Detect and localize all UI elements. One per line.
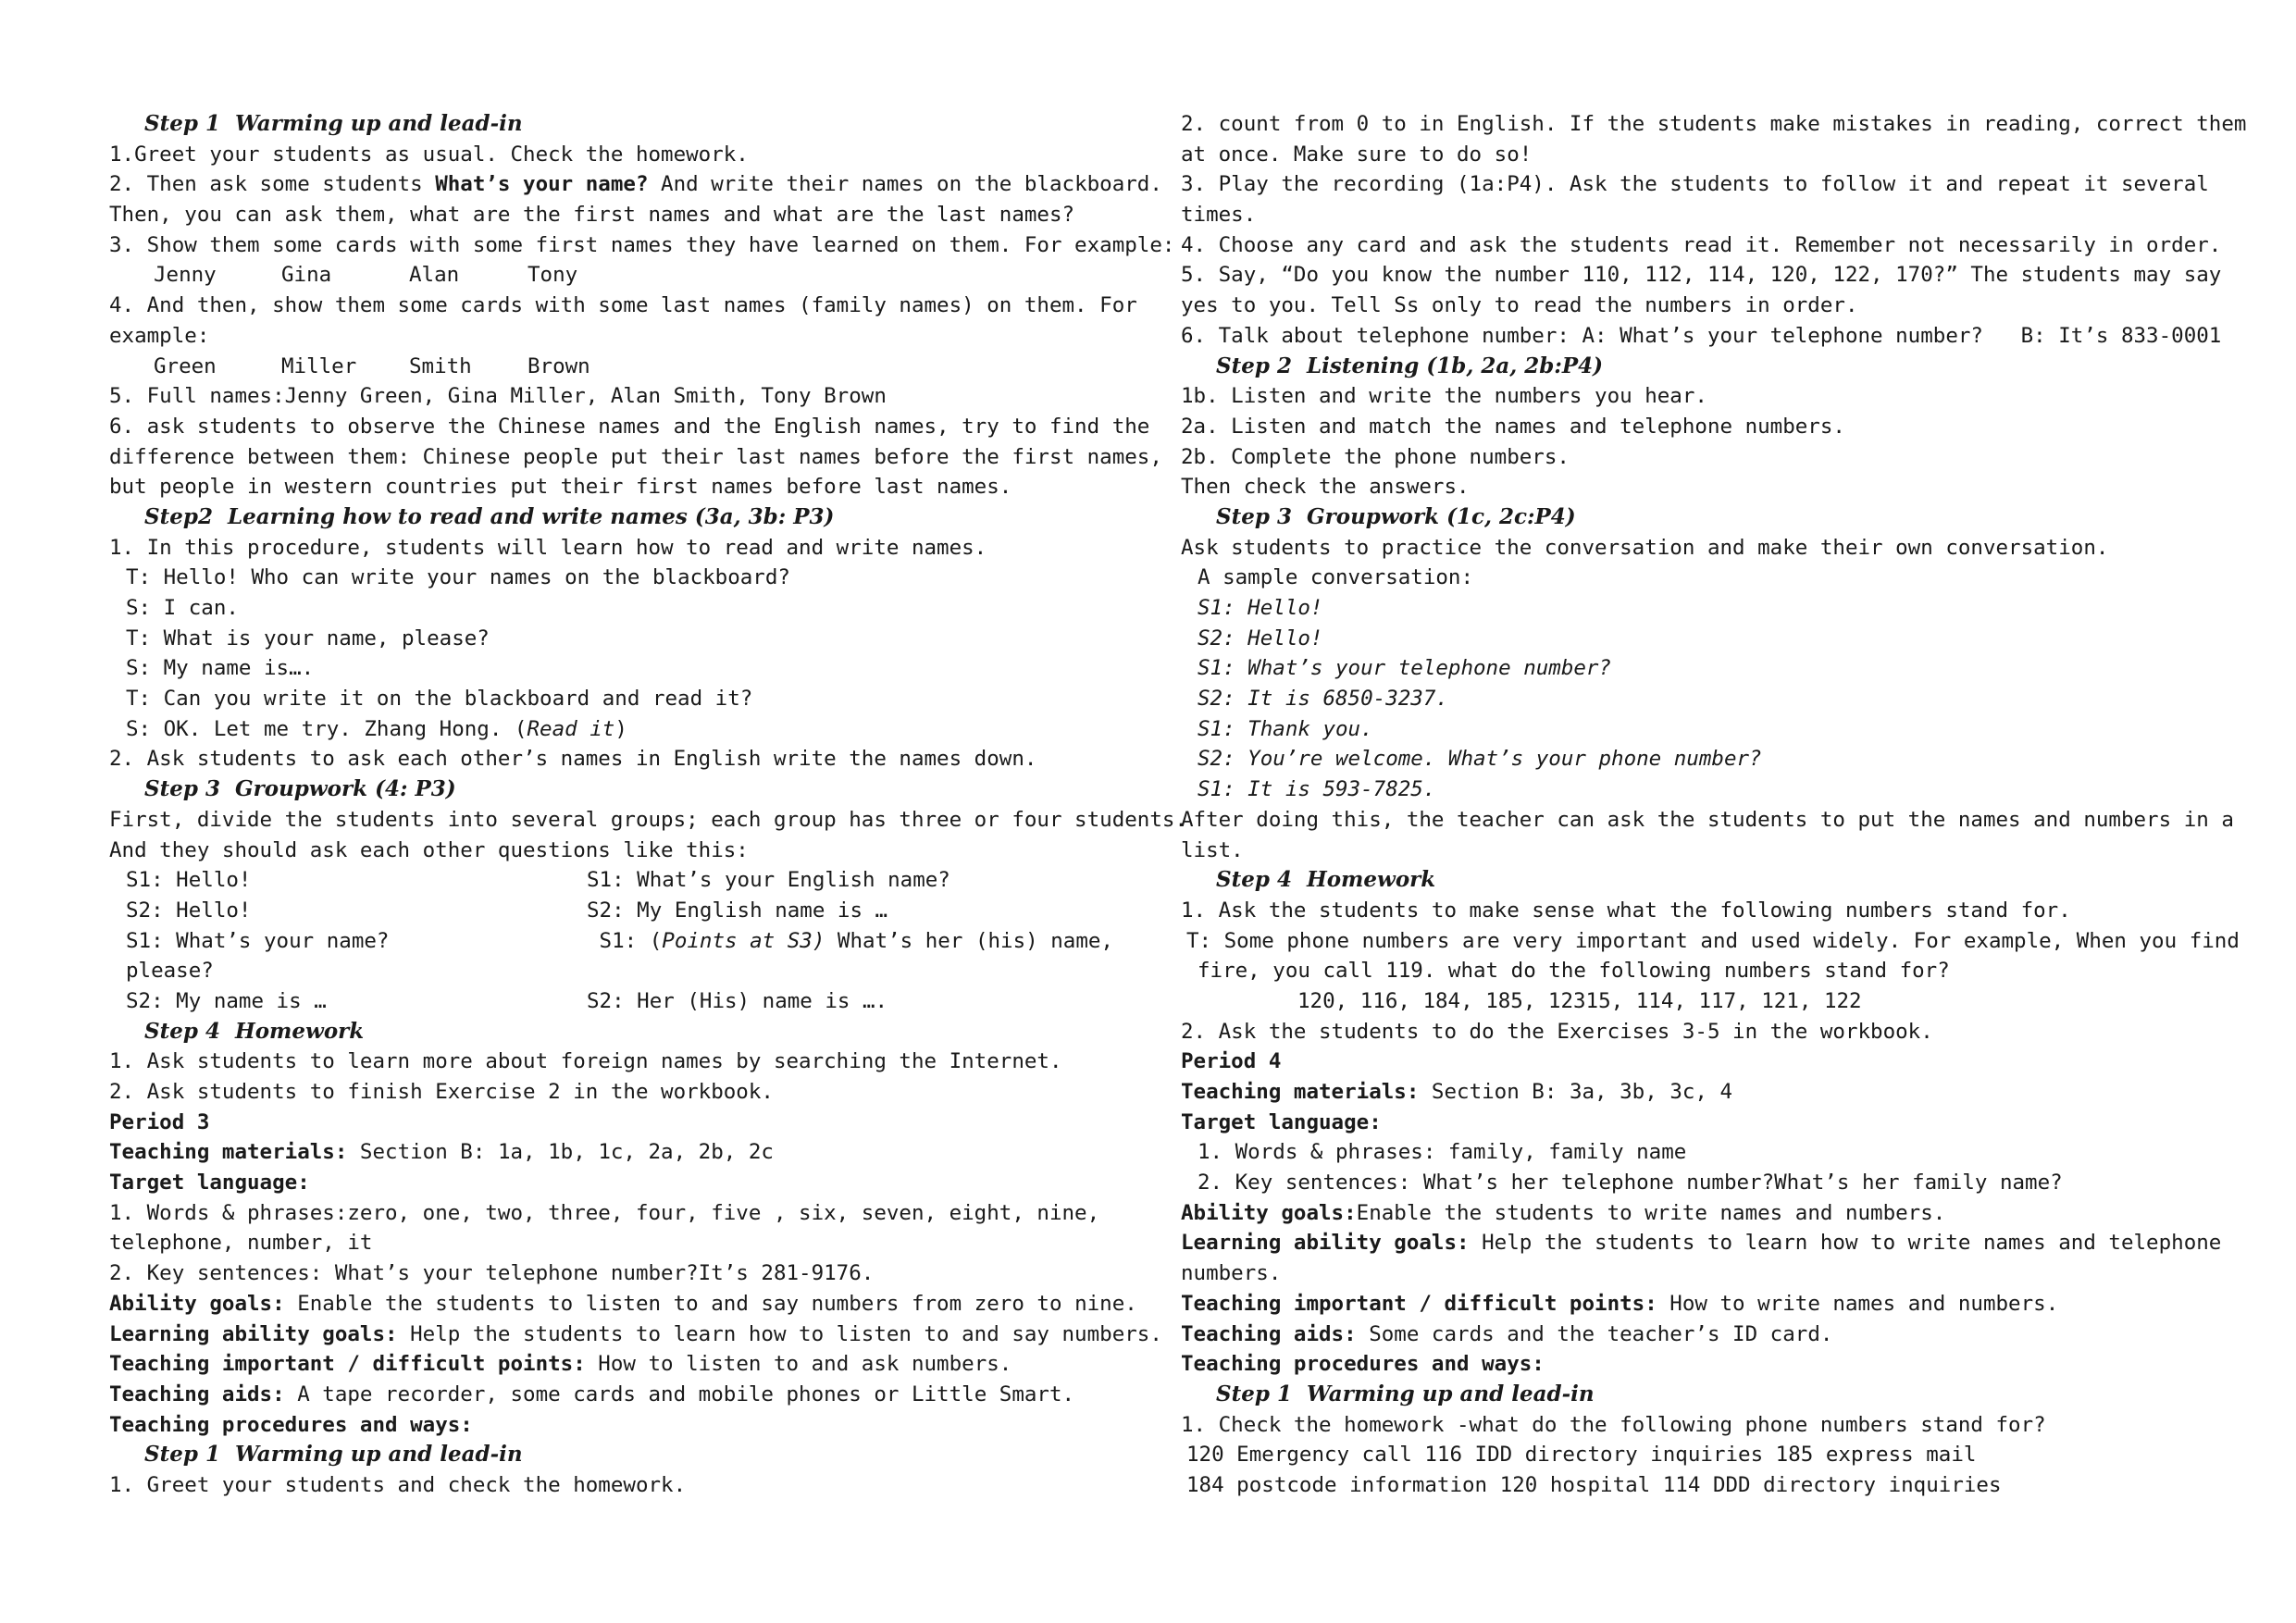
text-span: 2. Then ask some students bbox=[109, 172, 436, 197]
text-line bbox=[109, 1380, 1146, 1410]
field-value: Help the students to learn how to listen to and say numbers. bbox=[397, 1321, 1162, 1346]
text-line: 5. Say, “Do you know the number 110, 112, 114, 120, 122, 170?” The students may say bbox=[1181, 263, 2222, 288]
field-label: Teaching materials: bbox=[1181, 1080, 1420, 1104]
period-heading: Period 4 bbox=[1181, 1049, 1282, 1074]
text-line: 2. Ask students to finish Exercise 2 in the workbook. bbox=[109, 1080, 774, 1104]
last-name: Green bbox=[154, 353, 217, 378]
left-column bbox=[109, 109, 1187, 1501]
last-name: Miller bbox=[281, 353, 357, 378]
text-line bbox=[109, 169, 1162, 200]
text-line: 1. Ask students to learn more about foreign names by searching the Internet. bbox=[109, 1049, 1062, 1074]
text-line bbox=[1181, 1198, 2217, 1229]
step-heading: Step2 Learning how to read and write names (3a, 3b: P3) bbox=[144, 503, 835, 529]
text-line: 2a. Listen and match the names and telephone numbers. bbox=[1181, 414, 1845, 439]
field-label: Target language: bbox=[109, 1171, 310, 1196]
field-value: How to listen to and ask numbers. bbox=[585, 1352, 1012, 1377]
dialogue-line: T: What is your name, please? bbox=[126, 626, 490, 650]
text-line: 1. Words & phrases: family, family name bbox=[1198, 1140, 1687, 1165]
last-name: Smith bbox=[409, 353, 472, 378]
dialogue-line: T: Can you write it on the blackboard and read it? bbox=[126, 687, 753, 712]
step-heading: Step 3 Groupwork (4: P3) bbox=[144, 776, 456, 802]
text-line: times. bbox=[1181, 203, 1257, 228]
text-line: 2b. Complete the phone numbers. bbox=[1181, 444, 1570, 469]
text-span: S1: ( bbox=[587, 928, 663, 953]
dialogue-cell: S2: Her (His) name is …. bbox=[587, 988, 888, 1013]
field-label: Teaching aids: bbox=[109, 1381, 285, 1406]
dialogue-cell: S2: My English name is … bbox=[587, 898, 888, 923]
field-label: Teaching procedures and ways: bbox=[1181, 1352, 1545, 1377]
text-line: list. bbox=[1181, 837, 1244, 862]
text-line: T: Some phone numbers are very important and used widely. For example, When you find bbox=[1186, 928, 2240, 953]
text-line: 2. Key sentences: What’s your telephone number?It’s 281-9176. bbox=[109, 1261, 875, 1286]
text-line: yes to you. Tell Ss only to read the numbers in order. bbox=[1181, 293, 1858, 318]
text-line: 6. ask students to observe the Chinese names and the English names, try to find the bbox=[109, 414, 1150, 439]
text-line bbox=[1181, 1319, 2217, 1350]
field-value: A tape recorder, some cards and mobile phones or Little Smart. bbox=[284, 1381, 1075, 1406]
dialogue-cell: S2: Hello! bbox=[126, 898, 252, 923]
text-line: 3. Play the recording (1a:P4). Ask the students to follow it and repeat it several bbox=[1181, 172, 2209, 197]
text-span: ) bbox=[614, 716, 627, 741]
step-heading: Step 4 Homework bbox=[1216, 867, 1436, 893]
text-line: at once. Make sure to do so! bbox=[1181, 142, 1533, 167]
field-label: Teaching materials: bbox=[109, 1140, 348, 1165]
text-line: 4. And then, show them some cards with some last names (family names) on them. For bbox=[109, 293, 1137, 318]
dialogue-line bbox=[109, 714, 1146, 745]
text-line bbox=[109, 1319, 1162, 1350]
text-line: 2. count from 0 to in English. If the students make mistakes in reading, correct them bbox=[1181, 112, 2247, 136]
text-line: 1. Check the homework -what do the following phone numbers stand for? bbox=[1181, 1412, 2046, 1437]
dialogue-cell bbox=[587, 926, 1113, 957]
step-heading: Step 1 Warming up and lead-in bbox=[1216, 1381, 1595, 1406]
first-name: Tony bbox=[527, 263, 578, 288]
text-line: 1. Greet your students and check the homework. bbox=[109, 1472, 687, 1497]
field-value: Help the students to learn how to write names and telephone bbox=[1469, 1231, 2222, 1256]
field-value: Section B: 3a, 3b, 3c, 4 bbox=[1419, 1080, 1733, 1104]
first-names-row bbox=[109, 260, 1146, 291]
text-line: 2. Ask the students to do the Exercises 3-5 in the workbook. bbox=[1181, 1019, 1933, 1044]
first-name: Alan bbox=[409, 263, 460, 288]
field-label: Target language: bbox=[1181, 1109, 1382, 1134]
dialogue-line: T: Hello! Who can write your names on the blackboard? bbox=[126, 565, 790, 590]
field-value: How to write names and numbers. bbox=[1657, 1291, 2059, 1316]
field-label: Learning ability goals: bbox=[109, 1321, 398, 1346]
text-line: And they should ask each other questions like this: bbox=[109, 837, 749, 862]
dialogue-cell: S1: What’s your name? bbox=[126, 928, 390, 953]
dialogue-row bbox=[109, 865, 1146, 896]
dialogue-line: S1: Hello! bbox=[1198, 596, 1323, 620]
text-line: 1. In this procedure, students will learn how to read and write names. bbox=[109, 535, 987, 560]
text-line: 1. Words & phrases:zero, one, two, three, four, five , six, seven, eight, nine, bbox=[109, 1200, 1100, 1225]
step-heading: Step 2 Listening (1b, 2a, 2b:P4) bbox=[1216, 353, 1604, 378]
dialogue-row bbox=[109, 896, 1146, 926]
dialogue-cell: S1: What’s your English name? bbox=[587, 868, 950, 893]
dialogue-cell: S2: My name is … bbox=[126, 988, 327, 1013]
text-line: numbers. bbox=[1181, 1261, 1282, 1286]
field-value: Enable the students to write names and numbers. bbox=[1356, 1200, 1946, 1225]
text-line bbox=[109, 1289, 1146, 1319]
text-line: 1. Ask the students to make sense what the following numbers stand for. bbox=[1181, 898, 2071, 923]
italic-phrase: Read it bbox=[527, 716, 615, 741]
period-heading: Period 3 bbox=[109, 1109, 210, 1134]
field-value: Enable the students to listen to and say numbers from zero to nine. bbox=[284, 1291, 1137, 1316]
field-value: Some cards and the teacher’s ID card. bbox=[1356, 1321, 1833, 1346]
dialogue-line: S2: You’re welcome. What’s your phone number? bbox=[1198, 747, 1762, 772]
field-label: Learning ability goals: bbox=[1181, 1231, 1470, 1256]
field-label: Teaching procedures and ways: bbox=[109, 1412, 473, 1437]
text-line: fire, you call 119. what do the following numbers stand for? bbox=[1198, 959, 1950, 984]
text-line bbox=[109, 1137, 1146, 1168]
text-line: 3. Show them some cards with some first names they have learned on them. For example: bbox=[109, 232, 1175, 257]
dialogue-line: please? bbox=[126, 959, 214, 984]
field-label: Teaching important / difficult points: bbox=[109, 1352, 586, 1377]
text-line: Then check the answers. bbox=[1181, 475, 1470, 500]
dialogue-row bbox=[109, 926, 1146, 957]
dialogue-cell: S1: Hello! bbox=[126, 868, 252, 893]
text-line: 1.Greet your students as usual. Check the homework. bbox=[109, 142, 749, 167]
text-span: S: OK. Let me try. Zhang Hong. ( bbox=[126, 716, 527, 741]
dialogue-line: S1: Thank you. bbox=[1198, 716, 1373, 741]
text-line: 1b. Listen and write the numbers you hear. bbox=[1181, 384, 1707, 409]
text-line: 6. Talk about telephone number: A: What’s your telephone number? B: It’s 833-0001 bbox=[1181, 323, 2222, 348]
dialogue-line: S2: Hello! bbox=[1198, 626, 1323, 650]
text-line: difference between them: Chinese people put their last names before the first names, bbox=[109, 444, 1162, 469]
dialogue-line: S: My name is…. bbox=[126, 656, 315, 681]
text-line: After doing this, the teacher can ask the students to put the names and numbers in a bbox=[1181, 807, 2234, 832]
dialogue-line: S1: What’s your telephone number? bbox=[1198, 656, 1612, 681]
text-line bbox=[1181, 1228, 2222, 1258]
text-line: Then, you can ask them, what are the first names and what are the last names? bbox=[109, 203, 1075, 228]
text-line: 4. Choose any card and ask the students read it. Remember not necessarily in order. bbox=[1181, 232, 2222, 257]
first-name: Gina bbox=[281, 263, 332, 288]
text-line: 2. Key sentences: What’s her telephone number?What’s her family name? bbox=[1198, 1171, 2063, 1196]
dialogue-row bbox=[109, 986, 1146, 1017]
text-line: telephone, number, it bbox=[109, 1231, 373, 1256]
bold-phrase: What’s your name? bbox=[435, 172, 649, 197]
field-label: Ability goals: bbox=[1181, 1200, 1357, 1225]
text-line bbox=[1181, 1077, 2217, 1108]
field-value: Section B: 1a, 1b, 1c, 2a, 2b, 2c bbox=[347, 1140, 774, 1165]
numbers-line: 120, 116, 184, 185, 12315, 114, 117, 121, 122 bbox=[1297, 988, 1862, 1013]
dialogue-line: S1: It is 593-7825. bbox=[1198, 777, 1436, 802]
text-line: example: bbox=[109, 323, 210, 348]
text-line bbox=[1181, 1289, 2217, 1319]
text-line: A sample conversation: bbox=[1198, 565, 1474, 590]
last-names-row bbox=[109, 352, 1146, 382]
dialogue-line: S2: It is 6850-3237. bbox=[1198, 687, 1448, 712]
step-heading: Step 1 Warming up and lead-in bbox=[144, 1442, 523, 1468]
text-line: but people in western countries put their first names before last names. bbox=[109, 475, 1012, 500]
text-line: 2. Ask students to ask each other’s names in English write the names down. bbox=[109, 747, 1037, 772]
step-heading: Step 4 Homework bbox=[144, 1018, 365, 1044]
text-line: 184 postcode information 120 hospital 114 DDD directory inquiries bbox=[1186, 1472, 2002, 1497]
field-label: Teaching aids: bbox=[1181, 1321, 1357, 1346]
text-span: And write their names on the blackboard. bbox=[648, 172, 1162, 197]
text-line: First, divide the students into several groups; each group has three or four students. bbox=[109, 807, 1187, 832]
text-line: Ask students to practice the conversation and make their own conversation. bbox=[1181, 535, 2109, 560]
text-line: 120 Emergency call 116 IDD directory inquiries 185 express mail bbox=[1186, 1443, 1977, 1468]
text-line bbox=[109, 1349, 1146, 1380]
last-name: Brown bbox=[527, 353, 590, 378]
step-heading: Step 3 Groupwork (1c, 2c:P4) bbox=[1216, 503, 1576, 529]
field-label: Teaching important / difficult points: bbox=[1181, 1291, 1657, 1316]
text-span: What’s her (his) name, bbox=[825, 928, 1113, 953]
first-name: Jenny bbox=[154, 263, 217, 288]
italic-phrase: Points at S3) bbox=[662, 928, 825, 953]
step-heading: Step 1 Warming up and lead-in bbox=[144, 111, 523, 136]
field-label: Ability goals: bbox=[109, 1291, 285, 1316]
right-column bbox=[1181, 109, 2247, 1501]
text-line: 5. Full names:Jenny Green, Gina Miller, Alan Smith, Tony Brown bbox=[109, 384, 887, 409]
dialogue-line: S: I can. bbox=[126, 596, 239, 620]
